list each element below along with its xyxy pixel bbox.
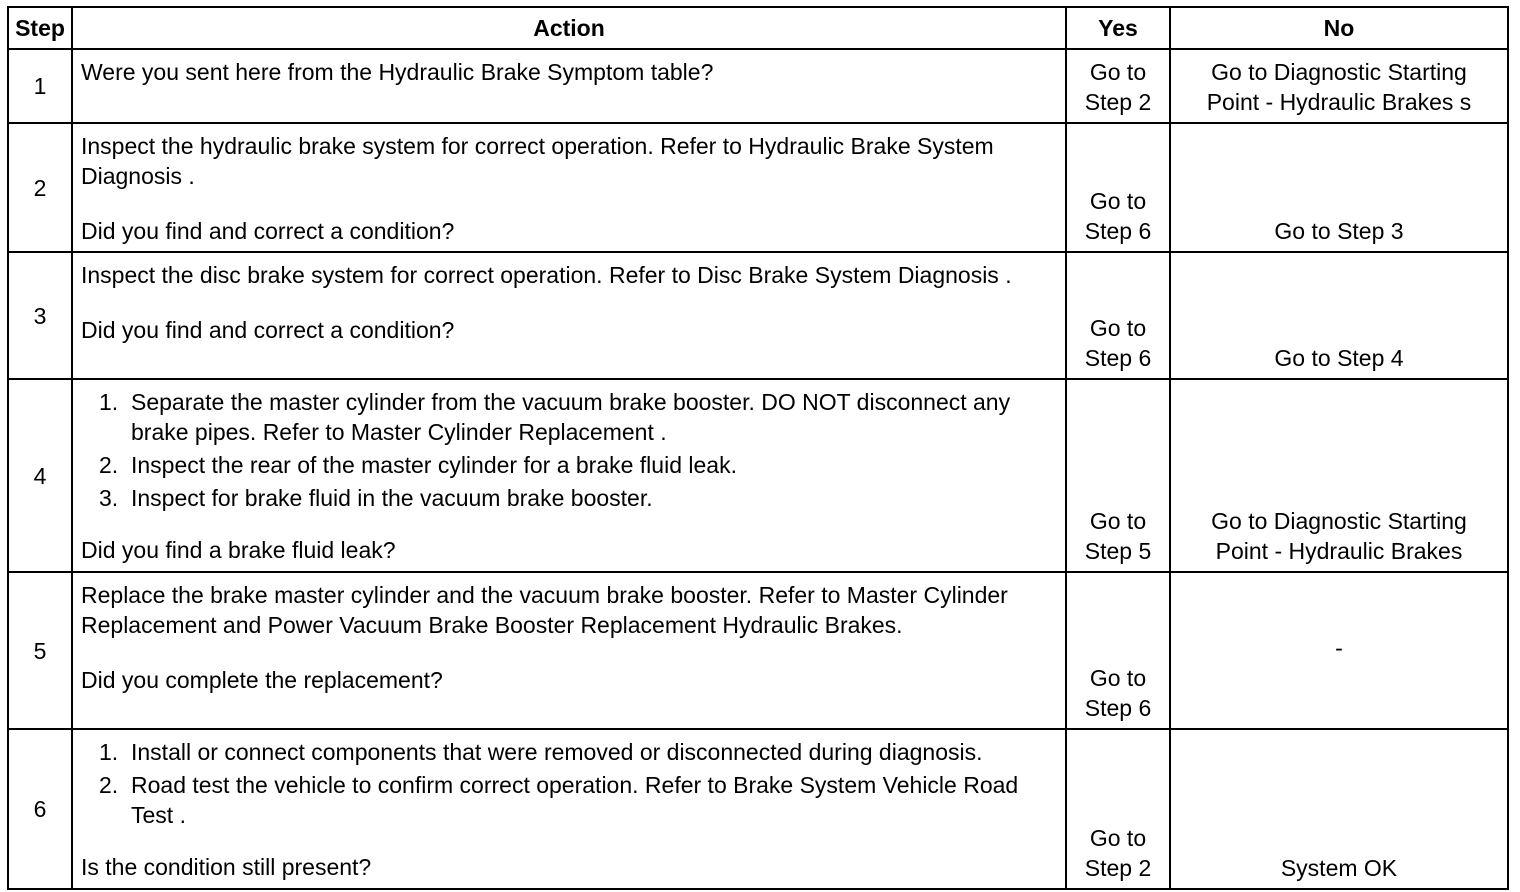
step-number: 6 [8,729,72,889]
list-item [99,387,1057,447]
yes-line: Step 2 [1084,855,1152,881]
step-number: 2 [8,123,72,252]
step-number: 1 [8,49,72,123]
action-steps-list [81,387,1057,513]
table-row-step-5 [8,572,1508,729]
yes-cell [1066,729,1170,889]
action-cell [72,572,1066,729]
action-question: Did you find a brake fluid leak? [81,537,396,563]
no-line: Go to Diagnostic Starting [1211,59,1467,85]
action-cell [72,252,1066,379]
header-step: Step [8,7,72,49]
no-line: System OK [1280,855,1398,881]
list-item-text: Inspect the rear of the master cylinder for a brake fluid leak. [131,452,737,478]
list-item-text: Inspect for brake fluid in the vacuum brake booster. [131,485,653,511]
table-row-step-3 [8,252,1508,379]
list-item-number: 1. [99,389,119,415]
no-line: Point - Hydraulic Brakes [1215,538,1463,564]
list-item [99,770,1057,830]
action-cell [72,49,1066,123]
list-item-number: 3. [99,485,119,511]
list-item [99,450,1057,480]
yes-line: Go to [1089,825,1147,851]
step-number: 3 [8,252,72,379]
yes-cell [1066,49,1170,123]
no-cell [1170,252,1508,379]
no-cell [1170,49,1508,123]
yes-line: Step 6 [1084,695,1152,721]
action-instruction: Inspect the hydraulic brake system for correct operation. Refer to Hydraulic Brake System Diagnosis . [81,133,994,189]
action-cell [72,729,1066,889]
action-question: Did you complete the replacement? [81,667,443,693]
yes-line: Go to [1089,59,1147,85]
no-line: Go to Step 3 [1274,218,1404,244]
no-cell [1170,379,1508,572]
yes-line: Step 5 [1084,538,1152,564]
table-row-step-2 [8,123,1508,252]
table-row-step-4 [8,379,1508,572]
action-cell [72,123,1066,252]
yes-cell [1066,123,1170,252]
no-line: Go to Step 4 [1274,345,1404,371]
header-action: Action [72,7,1066,49]
yes-line: Step 6 [1084,345,1152,371]
header-row [8,7,1508,49]
yes-cell [1066,252,1170,379]
table-row-step-1 [8,49,1508,123]
header-no: No [1170,7,1508,49]
yes-cell [1066,572,1170,729]
no-cell [1170,123,1508,252]
yes-line: Step 2 [1084,89,1152,115]
header-yes: Yes [1066,7,1170,49]
action-steps-list [81,737,1057,830]
yes-line: Go to [1089,665,1147,691]
yes-line: Go to [1089,508,1147,534]
action-instruction: Replace the brake master cylinder and the vacuum brake booster. Refer to Master Cylinder Replacement and Power Vacuum Brake Booster Replacement Hydraulic Brakes. [81,582,1008,638]
yes-cell [1066,379,1170,572]
list-item [99,483,1057,513]
list-item-number: 2. [99,452,119,478]
no-line: Point - Hydraulic Brakes s [1206,89,1472,115]
list-item-text: Separate the master cylinder from the vacuum brake booster. DO NOT disconnect any brake pipes. Refer to Master Cylinder Replacement . [131,389,1011,445]
action-question: Is the condition still present? [81,854,372,880]
yes-line: Step 6 [1084,218,1152,244]
no-cell [1170,729,1508,889]
step-number: 4 [8,379,72,572]
action-instruction: Inspect the disc brake system for correct operation. Refer to Disc Brake System Diagnosis . [81,262,1012,288]
list-item [99,737,1057,767]
no-cell [1170,572,1508,729]
step-number: 5 [8,572,72,729]
list-item-text: Install or connect components that were removed or disconnected during diagnosis. [131,739,983,765]
action-question: Did you find and correct a condition? [81,317,455,343]
yes-line: Go to [1089,188,1147,214]
list-item-number: 1. [99,739,119,765]
action-question: Did you find and correct a condition? [81,218,455,244]
table-row-step-6 [8,729,1508,889]
list-item-text: Road test the vehicle to confirm correct operation. Refer to Brake System Vehicle Road Test . [131,772,1019,828]
action-cell [72,379,1066,572]
diagnostic-table [7,6,1509,890]
list-item-number: 2. [99,772,119,798]
no-line: Go to Diagnostic Starting [1211,508,1467,534]
action-question: Were you sent here from the Hydraulic Brake Symptom table? [81,59,714,85]
yes-line: Go to [1089,315,1147,341]
no-line: - [1335,635,1343,661]
